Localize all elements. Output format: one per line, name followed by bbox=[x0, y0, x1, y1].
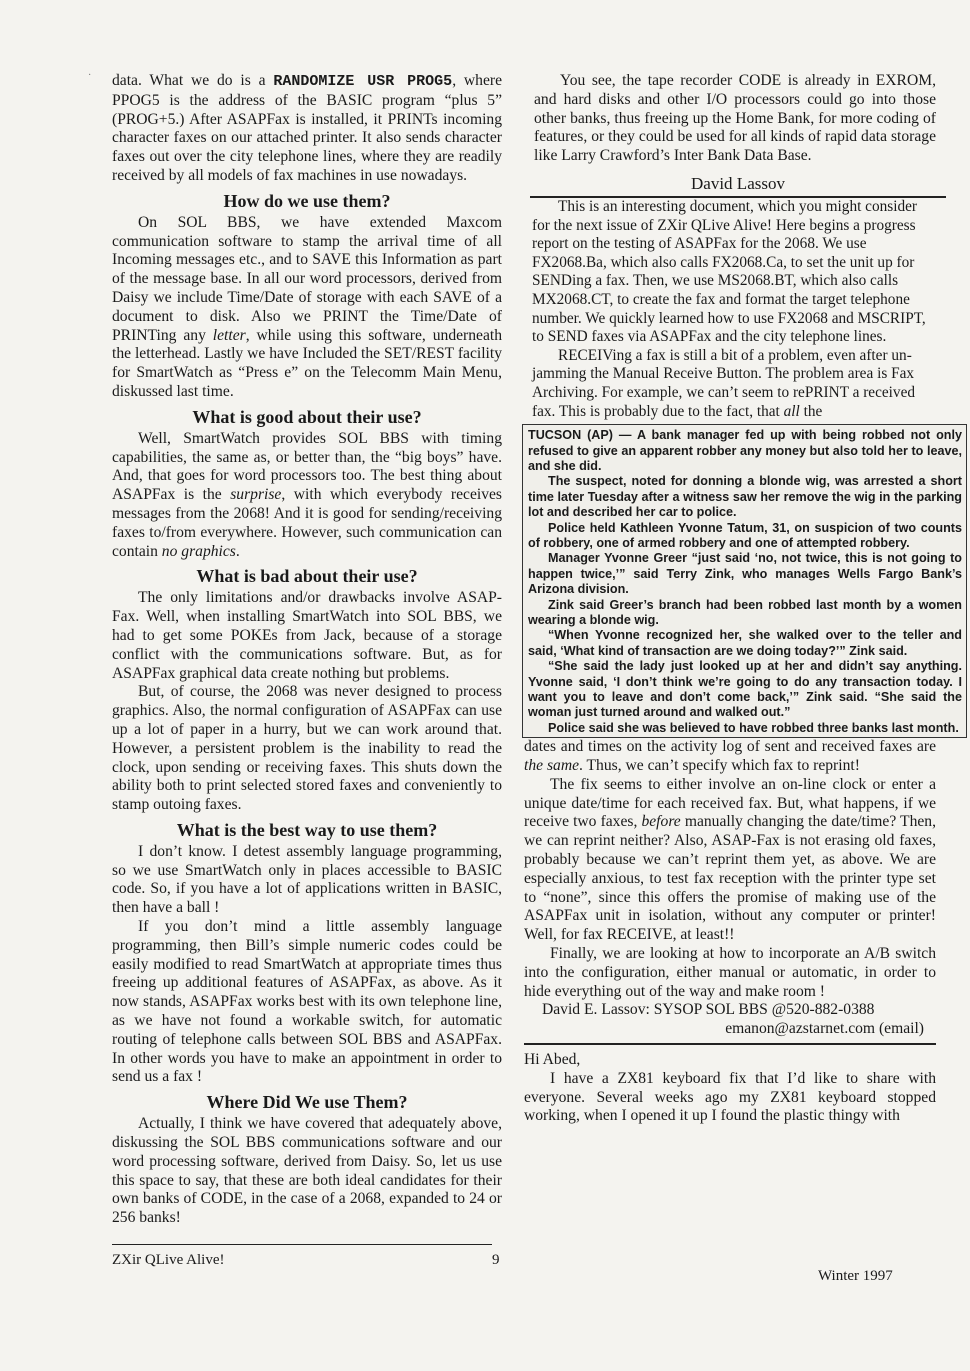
footer-issue: Winter 1997 bbox=[818, 1268, 893, 1284]
good-text-b: , with which everybody receives messages from the 2068! And it is good for sending/receiving faxes to/from everywhere. However, such communication can contain bbox=[112, 486, 503, 560]
how-text-b: , while using this software, underneath the letterhead. Lastly we have Included the SET/REST facility for SmartWatch as “Press e” on the Telecomm Main Menu, diskussed last time. bbox=[112, 326, 502, 400]
after-text-b: . Thus, we can’t specify which fax to reprint! bbox=[579, 757, 860, 775]
margin-mark: · bbox=[88, 70, 92, 81]
good-text-em2: no graphics bbox=[161, 542, 236, 560]
best-paragraph-2: If you don’t mind a little assembly language programming, then Bill’s simple numeric codes could be easily modified to read SmartWatch at appropriate times thus freeing up additional features of ASAPFax, as above. As it now stands, ASAPFax works best with its own telephone line, as we have not found a workable switch, for automatic routing of telephone calls between SOL BBS and ASAPFax. In other words you have to make an appointment in order to send us a fax ! bbox=[112, 918, 502, 1086]
email-address[interactable]: emanon@azstarnet.com (email) bbox=[725, 1020, 924, 1038]
heading-how: How do we use them? bbox=[223, 190, 391, 211]
heading-good: What is good about their use? bbox=[192, 406, 422, 427]
good-text-em1: surprise bbox=[230, 486, 282, 504]
after2-text-em: before bbox=[641, 813, 681, 831]
lassov-paragraph-2 bbox=[532, 347, 932, 421]
greeting: Hi Abed, bbox=[524, 1050, 581, 1068]
lassov-letter bbox=[510, 197, 962, 738]
clip-paragraph: Police said she was believed to have robbed three banks last month. bbox=[548, 720, 959, 735]
best-paragraph-1: I don’t know. I detest assembly language programming, so we use SmartWatch only in places accessible to BASIC code. So, if you have a lot of applications written in BASIC, then have a ball ! bbox=[112, 842, 502, 917]
divider bbox=[524, 1043, 936, 1045]
after-text-a: dates and times on the activity log of sent and received faxes are bbox=[524, 738, 936, 756]
clip-paragraph: Manager Yvonne Greer “just said ‘no, not twice, this is not going to happen twice,’” said Terry Zink, who manages Wells Fargo Bank’s Arizona division. bbox=[528, 551, 962, 597]
how-text-a: On SOL BBS, we have extended Maxcom communication software to stamp the arrival time of all Incoming messages etc., and to SAVE this Information as part of the message base. In all our word processors, derived from Daisy we include Time/Date of storage with each SAVE of a document to disk. Also we PRINT the Time/Date of PRINTing any bbox=[112, 213, 502, 344]
good-text-c: . bbox=[235, 542, 240, 560]
lassov-paragraph-1: This is an interesting document, which you might consider for the next issue of ZXir QLive Alive! Here begins a progress report on the testing of ASAPFax for the 2068. We use FX2068.Ba, which also calls FX2068.Ca, to set the unit up for SENDing a fax. Then, we use MS2068.BT, which also calls MX2068.CT, to create the fax and format the target telephone number. We quickly learned how to use FX2068 and MSCRIPT, to SEND faxes via ASAPFax and the city telephone lines. bbox=[532, 197, 926, 346]
bad-paragraph-2: But, of course, the 2068 was never designed to process graphics. Also, the normal configuration of ASAPFax can use up a lot of paper in a hurry, but we can work around that. However, a persistent problem is the inability to read the clock, upon sending or receiving faxes. This shuts down the ability both to print selected stored faxes and conveniently to stamp outoing faxes. bbox=[112, 683, 502, 814]
footer-publication: ZXir QLive Alive! bbox=[112, 1252, 225, 1268]
footer-page-number: 9 bbox=[492, 1252, 500, 1268]
byline: David Lassov bbox=[530, 174, 946, 198]
footer-rule bbox=[112, 1244, 492, 1245]
clip-paragraph: The suspect, noted for donning a blonde wig, was arrested a short time later Tuesday after a witness saw her remove the wig in the parking lot and described her car to police. bbox=[528, 474, 962, 520]
good-paragraph bbox=[112, 430, 502, 562]
right-bottom-block bbox=[510, 738, 946, 1126]
after-paragraph-3: Finally, we are looking at how to incorporate an A/B switch into the configuration, either manual or automatic, in order to hide everything out of the way and make room ! bbox=[524, 945, 936, 1000]
how-paragraph bbox=[112, 214, 502, 402]
lassov-text-a: RECEIVing a fax is still a bit of a problem, even after un-jamming the Manual Receive Button. The problem area is Fax Archiving. For example, we can’t seem to rePRINT a received fax. This is probably due to the fact, that bbox=[532, 346, 916, 420]
intro-text-a: data. What we do is a bbox=[112, 72, 274, 89]
news-clipping bbox=[522, 424, 967, 738]
good-text-a: Well, SmartWatch provides SOL BBS with timing capabilities, the same as, or better than, the “big boys” have. And, that goes for word processors too. The best thing about ASAPFax is the bbox=[112, 429, 502, 504]
intro-paragraph bbox=[112, 72, 502, 186]
right-column bbox=[510, 72, 962, 1126]
heading-bad: What is bad about their use? bbox=[196, 566, 418, 587]
signature: David E. Lassov: SYSOP SOL BBS @520-882-0388 bbox=[542, 1001, 875, 1019]
after-paragraph-1 bbox=[524, 738, 936, 776]
after-text-em: the same bbox=[524, 757, 579, 775]
clip-paragraph: Zink said Greer’s branch had been robbed last month by a women wearing a blonde wig. bbox=[528, 597, 962, 627]
lassov-text-em: all bbox=[783, 402, 800, 420]
lassov-text-b: the bbox=[799, 402, 823, 420]
clip-paragraph: TUCSON (AP) — A bank manager fed up with being robbed not only refused to give an apparent robber any money but also told her to leave, and she did. bbox=[528, 428, 962, 473]
intro-text-b: , where PPOG5 is the address of the BASIC program “plus 5” (PROG+5.) After ASAPFax is installed, it PRINTs incoming character faxes on our attached printer. It also sends character faxes out over the city telephone lines, where they are readily received by all models of fax machines in use nowadays. bbox=[112, 72, 502, 184]
after2-text-a: The fix seems to either involve an on-line clock or enter a unique date/time for each received fax. But, what happens, if we receive two faxes, bbox=[524, 775, 936, 831]
after2-text-b: manually changing the date/time? Then, we can reprint neither? Also, ASAP-Fax is not erasing old faxes, probably because we can’t reprint them yet, as above. We are especially anxious, to test fax reception with the printer type set to “none”, since this offers the promise of making use of the ASAPFax unit in isolation, without any computer or printer! Well, for fax RECEIVE, at least!! bbox=[524, 813, 936, 944]
clip-paragraph: “She said the lady just looked up at her and didn’t say anything. Yvonne said, ‘I don’t think we’re going to do any transaction today. I want you to leave and don’t come back,’” Zink said. “She said the woman just turned around and walked out.” bbox=[528, 659, 962, 720]
randomize-code: RANDOMIZE USR PROG5 bbox=[273, 73, 453, 90]
zx81-paragraph: I have a ZX81 keyboard fix that I’d like to share with everyone. Several weeks ago my ZX81 keyboard stopped working, when I opened it up I found the plastic thingy with bbox=[524, 1069, 936, 1125]
bad-paragraph-1: The only limitations and/or drawbacks involve ASAP-Fax. Well, when installing SmartWatch into SOL BBS, we had to get some POKEs from Jack, because of a storage conflict with the communications software. But, as for ASAPFax graphical data create nothing but problems. bbox=[112, 589, 502, 682]
heading-where: Where Did We use Them? bbox=[206, 1092, 408, 1113]
right-top-block bbox=[510, 72, 946, 166]
heading-best: What is the best way to use them? bbox=[176, 819, 438, 840]
where-paragraph: Actually, I think we have covered that adequately above, diskussing the SOL BBS communications software and our word processing software, derived from Daisy. So, let us use this space to say, that these are both ideal candidates for their own banks of CODE, in the case of a 2068, expanded to 24 or 256 banks! bbox=[112, 1115, 502, 1227]
left-column bbox=[112, 72, 502, 1228]
clip-paragraph: Police held Kathleen Yvonne Tatum, 31, on suspicion of two counts of robbery, one of armed robbery and one of attempted robbery. bbox=[528, 520, 962, 550]
how-text-em: letter bbox=[212, 326, 246, 344]
clip-paragraph: “When Yvonne recognized her, she walked over to the teller and said, ‘What kind of transaction are we doing today?’” Zink said. bbox=[528, 628, 962, 658]
after-paragraph-2 bbox=[524, 776, 936, 945]
tape-paragraph: You see, the tape recorder CODE is already in EXROM, and hard disks and other I/O processors could go into those other banks, thus freeing up the Home Bank, for more coding of features, or they could be used for all kinds of rapid data storage like Larry Crawford’s Inter Bank Data Base. bbox=[534, 72, 936, 165]
